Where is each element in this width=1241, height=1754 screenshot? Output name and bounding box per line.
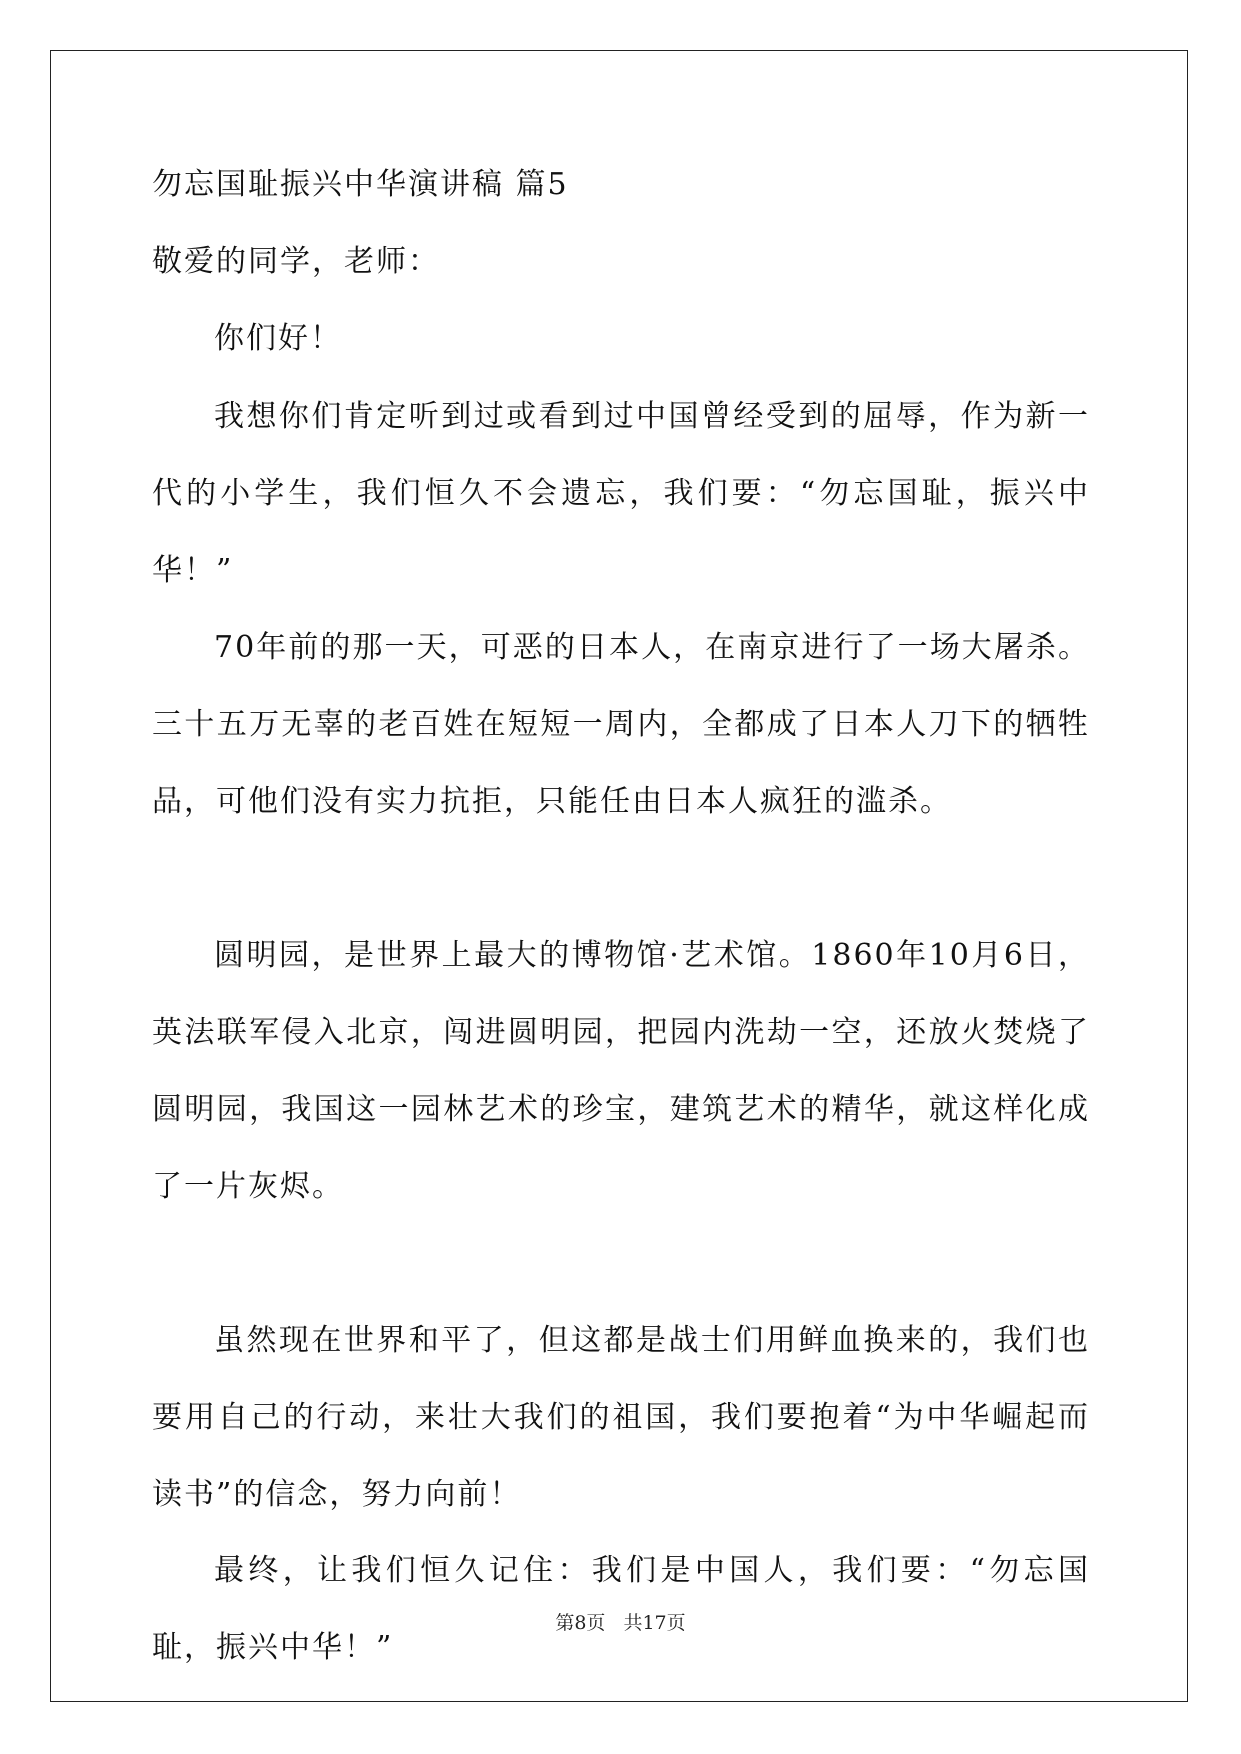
greeting: 你们好！	[214, 321, 342, 356]
paragraph: 虽然现在世界和平了，但这都是战士们用鲜血换来的，我们也要用自己的行动，来壮大我们的祖国，我们要抱着“为中华崛起而读书”的信念，努力向前！	[152, 1323, 1090, 1512]
page-footer	[0, 1608, 1241, 1635]
paragraph: 圆明园，是世界上最大的博物馆·艺术馆。1860年10月6日，英法联军侵入北京，闯进圆明园，把园内洗劫一空，还放火焚烧了圆明园，我国这一园林艺术的珍宝，建筑艺术的精华，就这样化成了一片灰烬。	[152, 938, 1090, 1204]
paragraph: 最终，让我们恒久记住：我们是中国人，我们要：“勿忘国耻，振兴中华！”	[152, 1553, 1090, 1665]
salutation: 敬爱的同学，老师：	[152, 244, 440, 279]
paragraph: 我想你们肯定听到过或看到过中国曾经受到的屈辱，作为新一代的小学生，我们恒久不会遗忘，我们要：“勿忘国耻，振兴中华！”	[152, 399, 1090, 588]
paragraph: 70年前的那一天，可恶的日本人，在南京进行了一场大屠杀。三十五万无辜的老百姓在短短一周内，全都成了日本人刀下的牺牲品，可他们没有实力抗拒，只能任由日本人疯狂的滥杀。	[152, 630, 1090, 819]
page-count: 共17页	[623, 1612, 686, 1634]
document-title: 勿忘国耻振兴中华演讲稿 篇5	[152, 167, 569, 202]
page-number: 第8页	[555, 1612, 606, 1634]
